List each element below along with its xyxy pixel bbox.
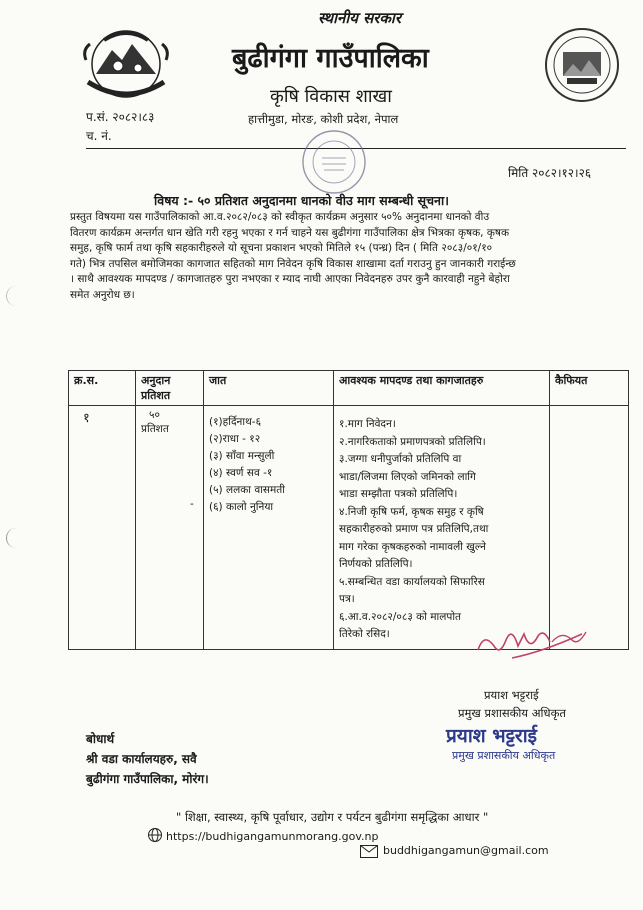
header-subsidy-line1: अनुदान xyxy=(141,374,171,387)
signer-title-stamp: प्रमुख प्रशासकीय अधिकृत xyxy=(452,749,556,762)
reference-number: प.सं. २०८२।८३ xyxy=(86,110,155,124)
requirement-line: ४.निजी कृषि फर्म, कृषक समुह र कृषि xyxy=(339,505,484,518)
table-header-row xyxy=(69,371,629,406)
website-link[interactable]: https://budhigangamunmorang.gov.np xyxy=(166,830,379,843)
cc-heading: बोधार्थ xyxy=(86,732,115,746)
envelope-icon xyxy=(360,843,378,856)
header-subsidy xyxy=(136,371,204,406)
punch-hole-mark xyxy=(6,528,17,548)
subsidy-unit: प्रतिशत xyxy=(141,423,169,435)
cc-line: श्री वडा कार्यालयहरु, सवै xyxy=(86,752,197,766)
header-variety: जात xyxy=(204,371,334,406)
header-subsidy-line2: प्रतिशत xyxy=(141,389,171,402)
nepal-emblem-logo xyxy=(78,20,174,104)
header-serial: क्र.स. xyxy=(69,371,136,406)
signer-title: प्रमुख प्रशासकीय अधिकृत xyxy=(458,706,566,720)
requirement-line: १.माग निवेदन। xyxy=(339,418,396,430)
header-requirements: आवश्यक मापदण्ड तथा कागजातहरु xyxy=(334,371,550,406)
government-label: स्थानीय सरकार xyxy=(318,9,401,27)
office-address: हात्तीमुडा, मोरङ, कोशी प्रदेश, नेपाल xyxy=(248,112,399,126)
requirement-line: तिरेको रसिद। xyxy=(339,628,390,640)
subject-line: विषय :- ५० प्रतिशत अनुदानमा धानको वीउ माग सम्बन्धी सूचना। xyxy=(154,193,449,208)
globe-icon xyxy=(147,827,163,843)
letter-date: मिति २०८२।१२।२६ xyxy=(508,166,592,180)
municipality-seal-logo xyxy=(543,26,621,104)
punch-hole-mark xyxy=(6,286,17,306)
body-line: समेत अनुरोध छ। xyxy=(70,288,135,301)
requirement-line: ५.सम्बन्धित वडा कार्यालयको सिफारिस xyxy=(339,575,485,588)
seed-requirements-table xyxy=(68,370,629,650)
requirement-line: सहकारीहरुको प्रमाण पत्र प्रतिलिपि,तथा xyxy=(339,523,489,535)
variety-item: (३) साँवा मन्सुली xyxy=(209,450,275,462)
requirement-line: ६.आ.व.२०८२/०८३ को मालपोत xyxy=(339,610,462,623)
email-link[interactable]: buddhigangamun@gmail.com xyxy=(383,844,549,857)
body-line: समुह, कृषि फार्म तथा कृषि सहकारीहरुले यो सूचना प्रकाशन भएको मितिले १५ (पन्ध्र) दिन ( मिति २०८३/०१/१० xyxy=(70,242,493,254)
variety-item: (६) कालो नुनिया xyxy=(209,501,274,513)
signer-name-stamp: प्रयाश भट्टराई xyxy=(446,725,537,747)
branch-name: कृषि विकास शाखा xyxy=(270,86,392,107)
body-line: प्रस्तुत विषयमा यस गाउँपालिकाको आ.व.२०८२/०८३ को स्वीकृत कार्यक्रम अनुसार ५०% अनुदानमा धानको वीउ xyxy=(70,211,490,223)
cc-line: बुढीगंगा गाउँपालिका, मोरंग। xyxy=(86,772,209,786)
variety-item: (४) स्वर्ण सव -१ xyxy=(209,467,273,479)
requirement-line: ३.जग्गा धनीपुर्जाको प्रतिलिपि वा xyxy=(339,453,462,465)
variety-item: (१)हर्दिनाथ-६ xyxy=(209,416,262,428)
footer-slogan: " शिक्षा, स्वास्थ्य, कृषि पूर्वाधार, उद्योग र पर्यटन बुढीगंगा समृद्धिका आधार " xyxy=(176,810,489,824)
requirement-line: माग गरेका कृषकहरुको नामावली खुल्ने xyxy=(339,540,486,553)
cell-subsidy xyxy=(136,406,204,650)
variety-item: (५) ललका वासमती xyxy=(209,484,285,496)
body-line: गते) भित्र तपसिल बमोजिमका कागजात सहितको माग निवेदन कृषि विकास शाखामा दर्ता गराउनु हुन जानकारी गराईन्छ xyxy=(70,257,516,270)
requirement-line: भाडा सम्झौता पत्रको प्रतिलिपि। xyxy=(339,488,458,500)
signer-name: प्रयाश भट्टराई xyxy=(484,688,539,702)
handwritten-signature xyxy=(472,612,592,672)
variety-item: (२)राधा - १२ xyxy=(209,433,261,445)
notice-body xyxy=(70,210,630,303)
cell-serial: १ xyxy=(69,406,136,650)
body-line: । साथै आवश्यक मापदण्ड / कागजातहरु पुरा नभएका र म्याद नाघी आएका निवेदनहरु उपर कुनै कारवाही नहुने बेहोरा xyxy=(70,273,510,285)
requirement-line: भाडा/लिजमा लिएको जमिनको लागि xyxy=(339,470,476,483)
requirement-line: निर्णयको प्रतिलिपि। xyxy=(339,558,413,570)
dispatch-number: च. नं. xyxy=(86,129,112,143)
subsidy-dash: - xyxy=(190,498,194,510)
body-line: वितरण कार्यक्रम अन्तर्गत धान खेति गरी रहनु भएका र गर्न चाहने यस बुढीगंगा गाउँपालिका क्षेत्र भित्रका कृषक, कृषक xyxy=(70,226,510,239)
requirement-line: पत्र। xyxy=(339,593,355,605)
office-name: बुढीगंगा गाउँपालिका xyxy=(232,43,429,74)
cell-varieties xyxy=(204,406,334,650)
subsidy-value: ५० xyxy=(149,409,160,421)
header-remarks: कैफियत xyxy=(550,371,629,406)
office-round-stamp xyxy=(300,128,368,196)
requirement-line: २.नागरिकताको प्रमाणपत्रको प्रतिलिपि। xyxy=(339,435,486,448)
